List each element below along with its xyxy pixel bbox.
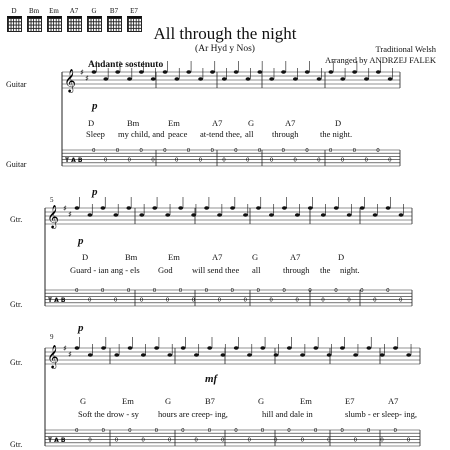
tab-fret-number: 0 bbox=[114, 437, 119, 444]
lyric-syllable: Guard - ian ang - els bbox=[70, 265, 140, 275]
dynamic-piano: p bbox=[78, 322, 84, 334]
chord-symbol: G bbox=[248, 118, 255, 128]
tab-fret-number: 0 bbox=[340, 428, 344, 434]
tab-fret-number: 0 bbox=[194, 437, 198, 444]
treble-clef-icon: 𝄞 bbox=[64, 68, 76, 92]
tab-fret-number: 0 bbox=[154, 428, 159, 434]
tab-fret-number: 0 bbox=[100, 288, 105, 294]
dynamic-mezzo-forte: mf bbox=[205, 373, 218, 385]
note-head-icon bbox=[256, 206, 261, 210]
tab-fret-number: 0 bbox=[340, 157, 345, 164]
tab-fret-number: 0 bbox=[269, 297, 273, 304]
sharp-icon: ♯ bbox=[85, 74, 89, 83]
chord-symbol: Bm bbox=[125, 252, 138, 262]
tab-fret-number: 0 bbox=[300, 437, 305, 444]
note-head-icon bbox=[198, 77, 203, 81]
tab-fret-number: 0 bbox=[305, 148, 309, 154]
lyric-syllable: Soft the drow - sy bbox=[78, 409, 139, 419]
tab-fret-number: 0 bbox=[328, 148, 333, 154]
note-head-icon bbox=[139, 70, 144, 74]
note-head-icon bbox=[103, 77, 108, 81]
note-head-icon bbox=[88, 213, 93, 217]
note-head-icon bbox=[139, 213, 144, 217]
tab-clef-icon: T A B bbox=[48, 437, 66, 444]
note-head-icon bbox=[92, 70, 97, 74]
lyric-syllable: hours are creep- ing, bbox=[158, 409, 228, 419]
tab-fret-number: 0 bbox=[282, 288, 286, 294]
note-head-icon bbox=[154, 346, 159, 350]
lyric-syllable: through bbox=[272, 129, 299, 139]
note-head-icon bbox=[281, 70, 286, 74]
tab-fret-number: 0 bbox=[139, 297, 144, 304]
note-head-icon bbox=[353, 353, 358, 357]
chord-symbol: G bbox=[80, 396, 87, 406]
tab-fret-number: 0 bbox=[217, 297, 222, 304]
tab-fret-number: 0 bbox=[186, 148, 191, 154]
tab-fret-number: 0 bbox=[126, 288, 131, 294]
chord-name: B7 bbox=[109, 7, 119, 15]
note-head-icon bbox=[300, 353, 305, 357]
page-subtitle: (Ar Hyd y Nos) bbox=[195, 44, 255, 54]
sharp-icon: ♯ bbox=[63, 204, 67, 213]
note-head-icon bbox=[260, 346, 265, 350]
chord-symbol: A7 bbox=[285, 118, 296, 128]
note-head-icon bbox=[399, 213, 404, 217]
chord-symbol: A7 bbox=[290, 252, 301, 262]
sharp-icon: ♯ bbox=[80, 68, 84, 77]
dynamic-piano: p bbox=[78, 235, 84, 247]
tab-fret-number: 0 bbox=[101, 428, 106, 434]
instrument-label-guitar: Guitar bbox=[6, 80, 27, 89]
lyric-syllable: will send thee bbox=[192, 265, 240, 275]
chord-symbol: D bbox=[335, 118, 342, 128]
note-head-icon bbox=[204, 206, 209, 210]
tab-fret-number: 0 bbox=[92, 148, 96, 154]
tab-fret-number: 0 bbox=[152, 288, 157, 294]
note-head-icon bbox=[114, 353, 119, 357]
tab-fret-number: 0 bbox=[234, 148, 238, 154]
tab-fret-number: 0 bbox=[243, 297, 247, 304]
tab-fret-number: 0 bbox=[406, 437, 411, 444]
tab-clef-icon: T A B bbox=[65, 157, 83, 164]
note-head-icon bbox=[75, 346, 80, 350]
tab-fret-number: 0 bbox=[113, 297, 118, 304]
tab-fret-number: 0 bbox=[364, 157, 368, 164]
note-head-icon bbox=[217, 213, 222, 217]
note-head-icon bbox=[113, 213, 118, 217]
tab-fret-number: 0 bbox=[321, 297, 325, 304]
tab-clef-icon: T A B bbox=[48, 297, 66, 304]
note-head-icon bbox=[274, 353, 279, 357]
tab-fret-number: 0 bbox=[75, 288, 79, 294]
note-head-icon bbox=[191, 213, 196, 217]
chord-symbol: D bbox=[88, 118, 95, 128]
tab-fret-number: 0 bbox=[308, 288, 312, 294]
note-head-icon bbox=[340, 346, 345, 350]
tab-fret-number: 0 bbox=[198, 157, 203, 164]
note-head-icon bbox=[221, 353, 226, 357]
tab-fret-number: 0 bbox=[103, 157, 108, 164]
instrument-label-guitar-tab: Guitar bbox=[6, 160, 27, 169]
note-head-icon bbox=[126, 206, 131, 210]
tab-fret-number: 0 bbox=[167, 437, 172, 444]
tab-fret-number: 0 bbox=[334, 288, 338, 294]
note-head-icon bbox=[101, 346, 106, 350]
instrument-label-gtr-tab: Gtr. bbox=[10, 440, 23, 449]
note-head-icon bbox=[305, 70, 310, 74]
chord-symbol: G bbox=[258, 396, 265, 406]
lyric-syllable: my child, and bbox=[118, 129, 165, 139]
note-head-icon bbox=[230, 206, 235, 210]
lyric-syllable: slumb - er sleep- ing, bbox=[345, 409, 417, 419]
dynamic-piano: p bbox=[92, 186, 98, 198]
measure-number: 9 bbox=[50, 333, 54, 341]
tab-fret-number: 0 bbox=[141, 437, 145, 444]
chord-name: A7 bbox=[69, 7, 79, 15]
instrument-label-gtr: Gtr. bbox=[10, 358, 23, 367]
chord-symbol: D bbox=[338, 252, 345, 262]
tab-fret-number: 0 bbox=[360, 288, 364, 294]
tab-fret-number: 0 bbox=[295, 297, 299, 304]
note-head-icon bbox=[165, 213, 170, 217]
tab-fret-number: 0 bbox=[178, 288, 183, 294]
tab-fret-number: 0 bbox=[246, 157, 250, 164]
note-head-icon bbox=[282, 206, 287, 210]
tab-fret-number: 0 bbox=[373, 297, 377, 304]
lyric-syllable: all bbox=[245, 129, 254, 139]
note-head-icon bbox=[380, 353, 385, 357]
note-head-icon bbox=[317, 77, 322, 81]
note-head-icon bbox=[269, 213, 274, 217]
note-head-icon bbox=[269, 77, 274, 81]
tempo-marking: Andante sostenuto bbox=[88, 60, 164, 70]
note-head-icon bbox=[329, 70, 334, 74]
lyric-syllable: the night. bbox=[320, 129, 353, 139]
note-head-icon bbox=[167, 353, 172, 357]
tab-fret-number: 0 bbox=[181, 428, 185, 434]
tab-fret-number: 0 bbox=[139, 148, 143, 154]
origin-credit: Traditional Welsh bbox=[375, 44, 436, 54]
sharp-icon: ♯ bbox=[68, 350, 72, 359]
measure-number: 5 bbox=[50, 196, 54, 204]
chord-symbol: Bm bbox=[127, 118, 140, 128]
note-head-icon bbox=[295, 213, 300, 217]
lyric-syllable: night. bbox=[340, 265, 360, 275]
note-head-icon bbox=[247, 353, 252, 357]
chord-symbol: A7 bbox=[388, 396, 399, 406]
note-head-icon bbox=[101, 206, 106, 210]
note-head-icon bbox=[376, 70, 381, 74]
tab-fret-number: 0 bbox=[222, 157, 226, 164]
note-head-icon bbox=[334, 206, 339, 210]
tab-fret-number: 0 bbox=[293, 157, 297, 164]
note-head-icon bbox=[128, 346, 133, 350]
tab-fret-number: 0 bbox=[256, 288, 260, 294]
note-head-icon bbox=[152, 206, 157, 210]
tab-fret-number: 0 bbox=[210, 148, 214, 154]
chord-name: G bbox=[91, 7, 97, 15]
tab-fret-number: 0 bbox=[230, 288, 235, 294]
tab-fret-number: 0 bbox=[88, 437, 92, 444]
note-head-icon bbox=[234, 346, 239, 350]
tab-fret-number: 0 bbox=[260, 428, 265, 434]
note-head-icon bbox=[287, 346, 292, 350]
tab-fret-number: 0 bbox=[313, 428, 318, 434]
tab-fret-number: 0 bbox=[388, 157, 392, 164]
tab-fret-number: 0 bbox=[274, 437, 278, 444]
sharp-icon: ♯ bbox=[63, 344, 67, 353]
tab-fret-number: 0 bbox=[317, 157, 321, 164]
chord-symbol: B7 bbox=[205, 396, 215, 406]
tab-fret-number: 0 bbox=[174, 157, 179, 164]
note-head-icon bbox=[186, 70, 191, 74]
page-title: All through the night bbox=[153, 24, 297, 43]
note-head-icon bbox=[364, 77, 369, 81]
tab-fret-number: 0 bbox=[165, 297, 170, 304]
note-head-icon bbox=[175, 77, 180, 81]
note-head-icon bbox=[308, 206, 313, 210]
note-head-icon bbox=[88, 353, 93, 357]
note-head-icon bbox=[327, 353, 332, 357]
chord-name: Em bbox=[49, 7, 59, 15]
lyric-syllable: at-tend thee, bbox=[200, 129, 243, 139]
lyric-syllable: peace bbox=[168, 129, 188, 139]
tab-fret-number: 0 bbox=[347, 297, 351, 304]
chord-symbol: E7 bbox=[345, 396, 355, 406]
note-head-icon bbox=[321, 213, 326, 217]
lyric-syllable: Sleep bbox=[86, 129, 105, 139]
sharp-icon: ♯ bbox=[68, 210, 72, 219]
note-head-icon bbox=[178, 206, 183, 210]
tab-fret-number: 0 bbox=[380, 437, 384, 444]
treble-clef-icon: 𝄞 bbox=[47, 344, 59, 368]
note-head-icon bbox=[127, 77, 132, 81]
tab-fret-number: 0 bbox=[366, 428, 371, 434]
note-head-icon bbox=[234, 70, 239, 74]
note-head-icon bbox=[243, 213, 248, 217]
tab-fret-number: 0 bbox=[393, 428, 397, 434]
tab-fret-number: 0 bbox=[386, 288, 390, 294]
tab-fret-number: 0 bbox=[163, 148, 167, 154]
note-head-icon bbox=[75, 206, 80, 210]
tab-fret-number: 0 bbox=[207, 428, 212, 434]
note-head-icon bbox=[367, 346, 372, 350]
tab-fret-number: 0 bbox=[127, 157, 132, 164]
chord-symbol: Em bbox=[168, 252, 180, 262]
tab-fret-number: 0 bbox=[115, 148, 120, 154]
lyric-syllable: all bbox=[252, 265, 261, 275]
tab-fret-number: 0 bbox=[220, 437, 225, 444]
note-head-icon bbox=[163, 70, 168, 74]
tab-fret-number: 0 bbox=[281, 148, 286, 154]
tab-fret-number: 0 bbox=[191, 297, 196, 304]
chord-symbol: A7 bbox=[212, 118, 223, 128]
note-head-icon bbox=[340, 77, 345, 81]
chord-symbol: Em bbox=[122, 396, 134, 406]
note-head-icon bbox=[388, 77, 393, 81]
tab-fret-number: 0 bbox=[151, 157, 155, 164]
note-head-icon bbox=[151, 77, 156, 81]
note-head-icon bbox=[141, 353, 146, 357]
chord-symbol: Em bbox=[300, 396, 312, 406]
note-head-icon bbox=[222, 77, 227, 81]
tab-fret-number: 0 bbox=[87, 297, 92, 304]
note-head-icon bbox=[386, 206, 391, 210]
chord-symbol: D bbox=[82, 252, 89, 262]
chord-symbol: A7 bbox=[212, 252, 223, 262]
tab-fret-number: 0 bbox=[352, 148, 357, 154]
tab-fret-number: 0 bbox=[75, 428, 79, 434]
lyric-syllable: hill and dale in bbox=[262, 409, 313, 419]
tab-fret-number: 0 bbox=[399, 297, 403, 304]
tab-fret-number: 0 bbox=[128, 428, 132, 434]
chord-symbol: Em bbox=[168, 118, 180, 128]
note-head-icon bbox=[293, 77, 298, 81]
lyric-syllable: God bbox=[158, 265, 173, 275]
tab-fret-number: 0 bbox=[376, 148, 380, 154]
note-head-icon bbox=[352, 70, 357, 74]
dynamic-piano: p bbox=[92, 100, 98, 112]
chord-symbol: G bbox=[252, 252, 259, 262]
tab-fret-number: 0 bbox=[269, 157, 274, 164]
tab-fret-number: 0 bbox=[353, 437, 358, 444]
note-head-icon bbox=[360, 206, 365, 210]
note-head-icon bbox=[181, 346, 186, 350]
note-head-icon bbox=[347, 213, 352, 217]
tab-fret-number: 0 bbox=[287, 428, 291, 434]
tab-fret-number: 0 bbox=[204, 288, 209, 294]
lyric-syllable: the bbox=[320, 265, 331, 275]
note-head-icon bbox=[115, 70, 120, 74]
chord-name: Bm bbox=[28, 7, 40, 15]
arranger-credit: Arranged by ANDRZEJ FALEK bbox=[324, 55, 436, 65]
instrument-label-gtr: Gtr. bbox=[10, 215, 23, 224]
tab-fret-number: 0 bbox=[327, 437, 331, 444]
lyric-syllable: through bbox=[283, 265, 310, 275]
note-head-icon bbox=[207, 346, 212, 350]
note-head-icon bbox=[313, 346, 318, 350]
tab-fret-number: 0 bbox=[234, 428, 238, 434]
note-head-icon bbox=[194, 353, 199, 357]
treble-clef-icon: 𝄞 bbox=[47, 204, 59, 228]
note-head-icon bbox=[393, 346, 398, 350]
chord-name: D bbox=[11, 7, 17, 15]
note-head-icon bbox=[373, 213, 378, 217]
chord-symbol: G bbox=[165, 396, 172, 406]
note-head-icon bbox=[210, 70, 215, 74]
tab-fret-number: 0 bbox=[247, 437, 251, 444]
note-head-icon bbox=[406, 353, 411, 357]
instrument-label-gtr-tab: Gtr. bbox=[10, 300, 23, 309]
chord-name: E7 bbox=[130, 7, 138, 15]
note-head-icon bbox=[257, 70, 262, 74]
tab-fret-number: 0 bbox=[257, 148, 262, 154]
note-head-icon bbox=[246, 77, 251, 81]
